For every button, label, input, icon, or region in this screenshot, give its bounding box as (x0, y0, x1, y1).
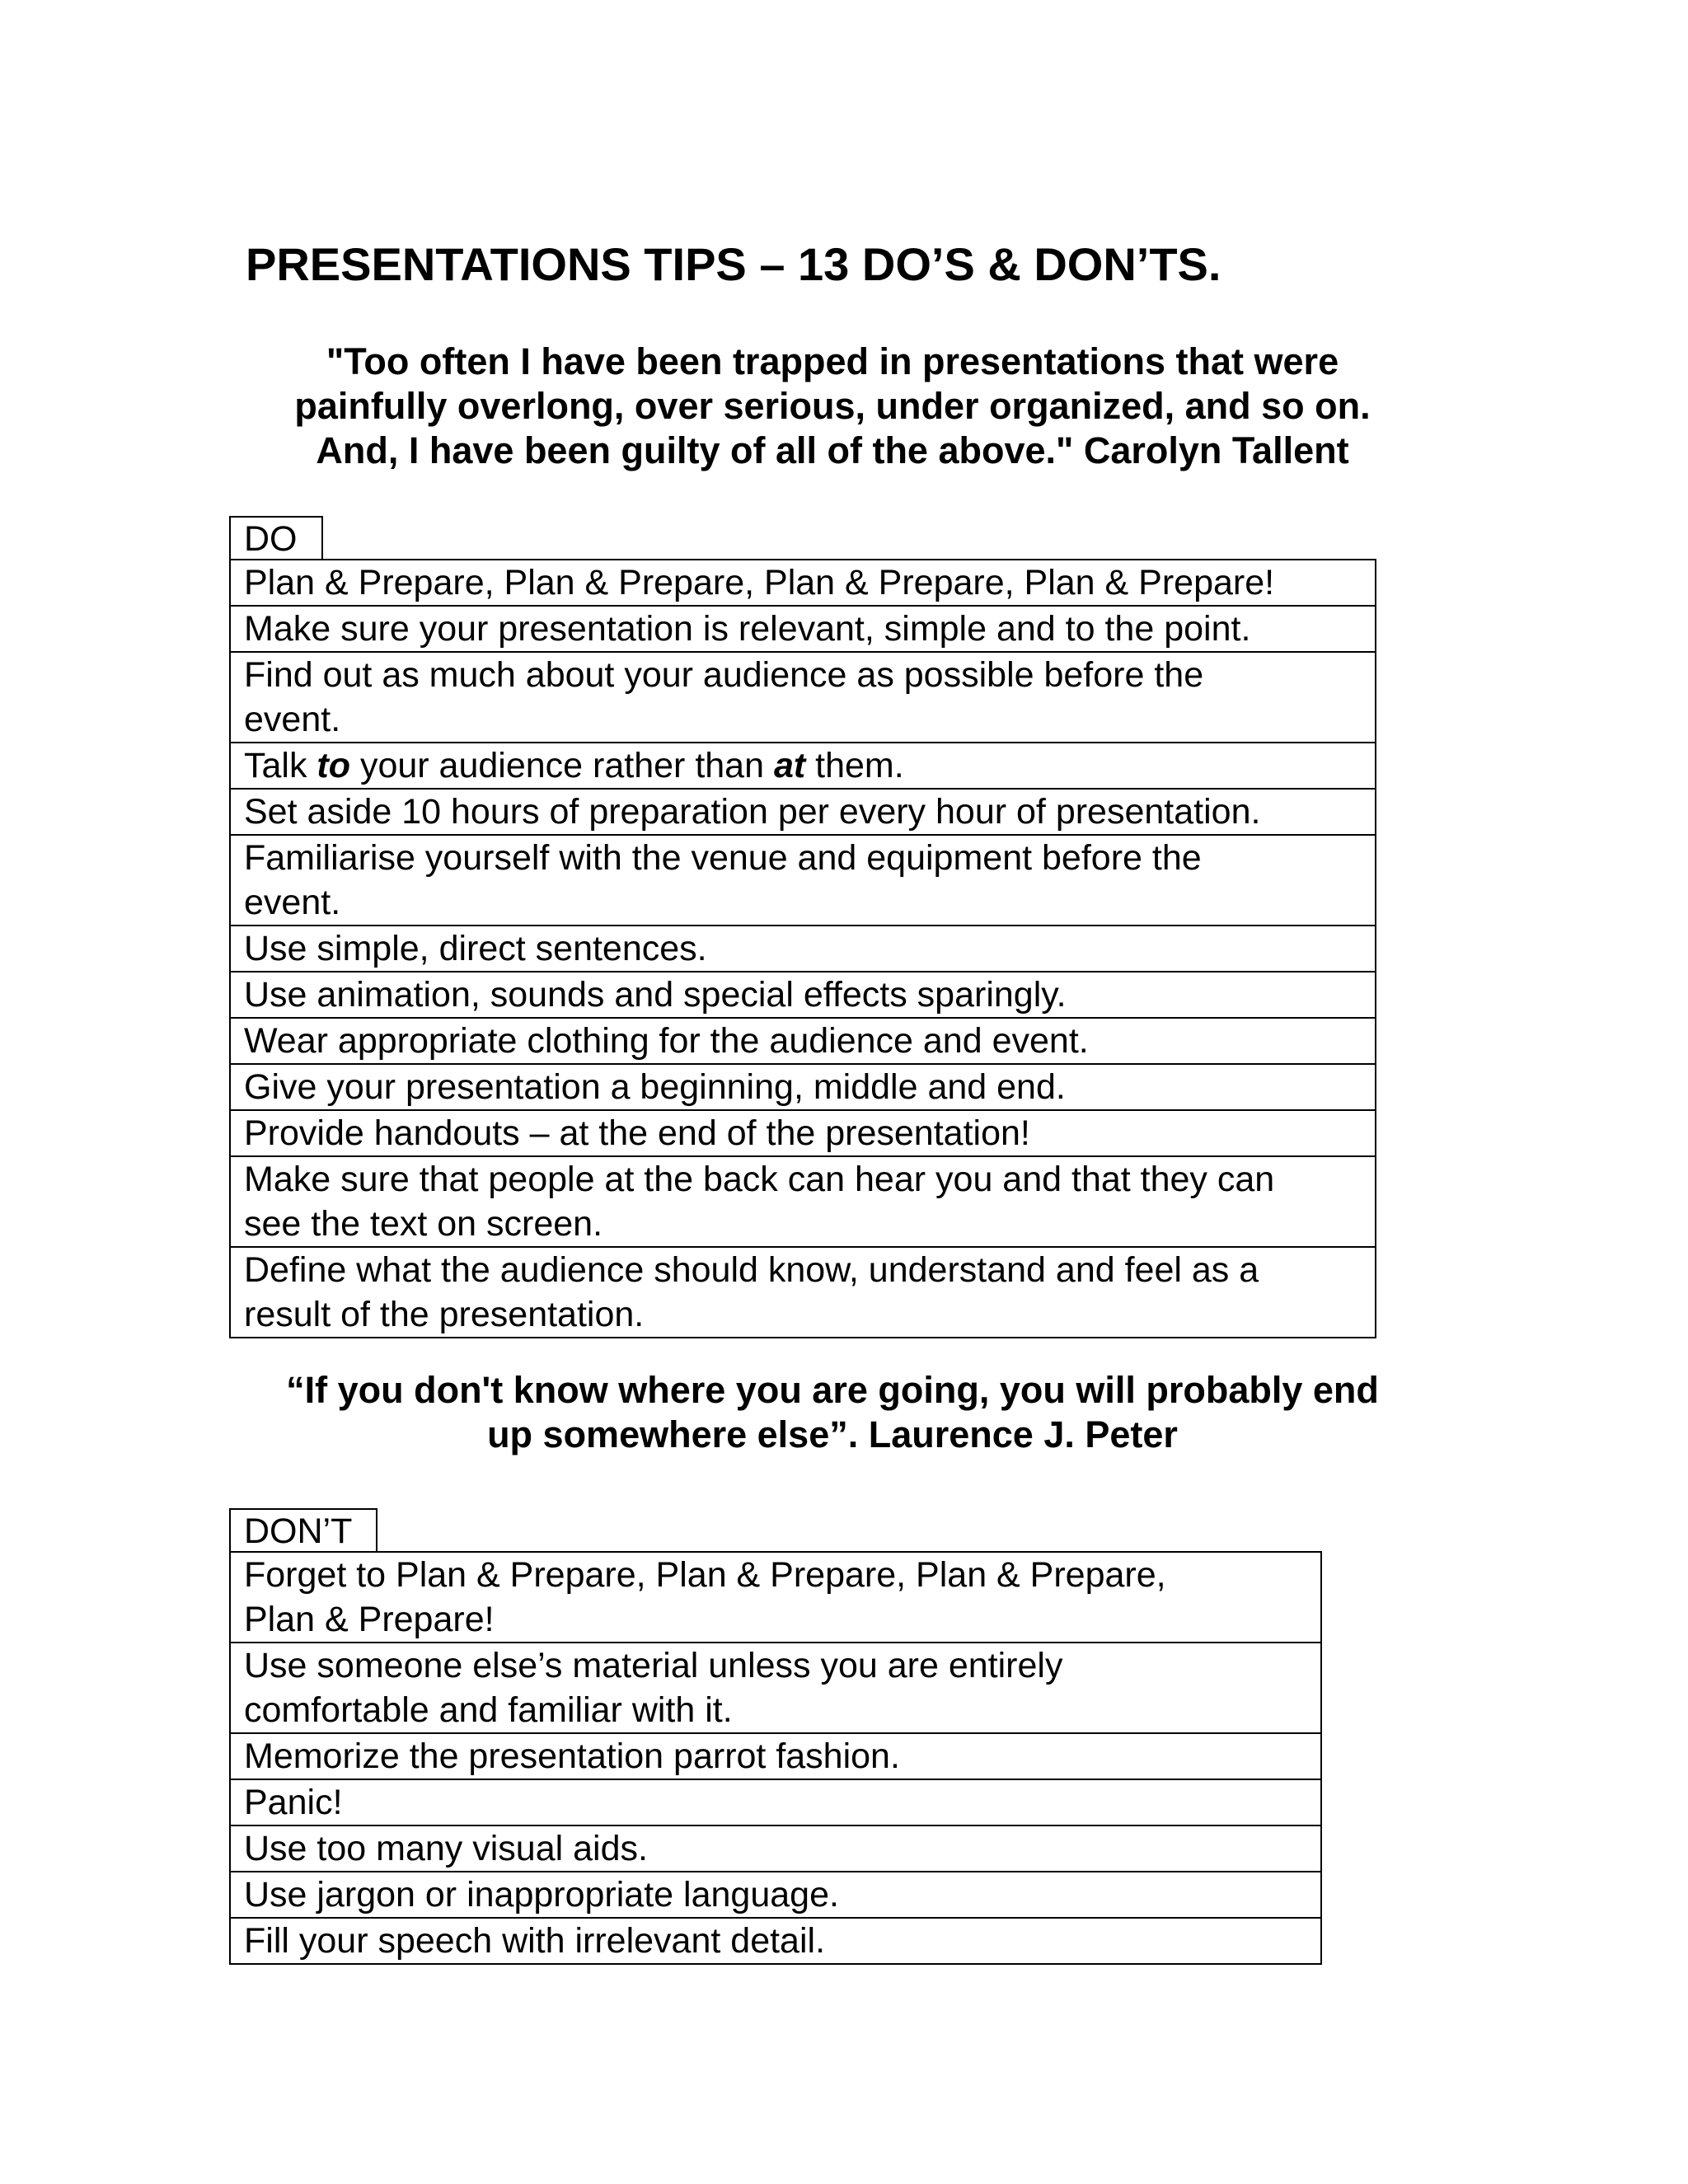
row-text: Make sure your presentation is relevant, simple and to the point. (244, 609, 1251, 649)
quote-line: "Too often I have been trapped in presentations that were (326, 340, 1339, 382)
table-row (231, 1017, 1375, 1063)
table-row (231, 1871, 1320, 1917)
row-text: Set aside 10 hours of preparation per every hour of presentation. (244, 792, 1261, 832)
row-text: Plan & Prepare, Plan & Prepare, Plan & Prepare, Plan & Prepare! (244, 563, 1275, 602)
quote-line: “If you don't know where you are going, you will probably end (286, 1369, 1379, 1411)
row-text: comfortable and familiar with it. (244, 1690, 733, 1730)
dont-table-label: DON’T (229, 1508, 377, 1553)
table-row (231, 1917, 1320, 1963)
row-text: Fill your speech with irrelevant detail. (244, 1921, 826, 1961)
row-text: Find out as much about your audience as possible before the (244, 655, 1204, 695)
table-row (231, 1063, 1375, 1109)
do-table-label: DO (229, 516, 323, 560)
row-text: Wear appropriate clothing for the audience and event. (244, 1021, 1089, 1061)
row-text-part: Talk (244, 746, 317, 785)
row-text: Familiarise yourself with the venue and equipment before the (244, 838, 1202, 878)
table-row (231, 1825, 1320, 1871)
opening-quote (247, 340, 1418, 473)
table-row (231, 1155, 1375, 1246)
row-text: result of the presentation. (244, 1295, 645, 1334)
table-row (231, 560, 1375, 605)
row-text: Memorize the presentation parrot fashion. (244, 1736, 900, 1776)
row-text-part: your audience rather than (350, 746, 774, 785)
quote-line: painfully overlong, over serious, under organized, and so on. (294, 385, 1371, 427)
row-text: Forget to Plan & Prepare, Plan & Prepare, Plan & Prepare, (244, 1555, 1166, 1595)
row-text: Use simple, direct sentences. (244, 929, 707, 968)
row-text-part: them. (805, 746, 904, 785)
row-text: Define what the audience should know, understand and feel as a (244, 1250, 1259, 1290)
do-table (229, 559, 1376, 1338)
row-text: Give your presentation a beginning, middle and end. (244, 1067, 1066, 1107)
table-row (231, 925, 1375, 971)
table-row (231, 788, 1375, 834)
dont-table (229, 1551, 1322, 1965)
row-text: event. (244, 700, 341, 739)
table-row (231, 1553, 1320, 1642)
middle-quote (247, 1368, 1418, 1457)
table-row (231, 605, 1375, 651)
row-text (244, 743, 1362, 788)
table-row (231, 1109, 1375, 1155)
row-text: see the text on screen. (244, 1204, 603, 1244)
emphasis-to: to (316, 746, 351, 785)
page-title: PRESENTATIONS TIPS – 13 DO’S & DON’TS. (246, 238, 1221, 290)
table-row (231, 651, 1375, 742)
row-text: Panic! (244, 1783, 343, 1822)
table-row (231, 742, 1375, 788)
row-text: Use jargon or inappropriate language. (244, 1875, 839, 1915)
row-text: Plan & Prepare! (244, 1600, 495, 1639)
quote-line: And, I have been guilty of all of the above." Carolyn Tallent (316, 429, 1349, 471)
row-text: Provide handouts – at the end of the presentation! (244, 1113, 1030, 1153)
table-row (231, 834, 1375, 925)
quote-line: up somewhere else”. Laurence J. Peter (487, 1413, 1178, 1455)
table-row (231, 1246, 1375, 1337)
row-text: Use too many visual aids. (244, 1829, 648, 1868)
table-row (231, 971, 1375, 1017)
row-text: Use animation, sounds and special effects sparingly. (244, 975, 1067, 1015)
table-row (231, 1732, 1320, 1779)
row-text: Make sure that people at the back can hear you and that they can (244, 1160, 1275, 1199)
emphasis-at: at (773, 746, 806, 785)
row-text: Use someone else’s material unless you are entirely (244, 1646, 1063, 1685)
table-row (231, 1779, 1320, 1825)
table-row (231, 1642, 1320, 1732)
row-text: event. (244, 883, 341, 922)
